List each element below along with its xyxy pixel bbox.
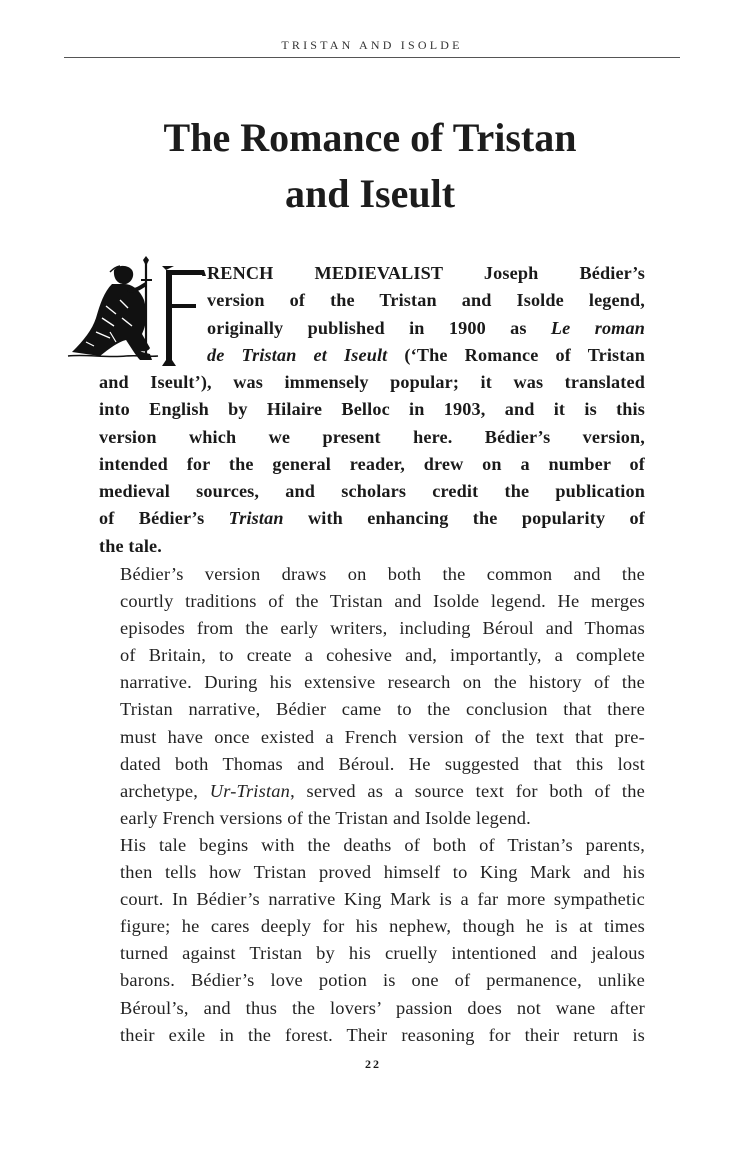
lede-line: medieval sources, and scholars credit the publication — [99, 481, 645, 502]
lede-text: with enhancing the popularity of — [283, 508, 645, 529]
body-line: His tale begins with the deaths of both of Tristan’s parents, — [120, 835, 645, 855]
body-line: Bédier’s version draws on both the common and the — [120, 564, 645, 584]
lede-italic-title: Le roman — [550, 317, 645, 338]
lede-italic-title: Tristan — [228, 508, 284, 529]
body-italic: Ur-Tristan — [209, 780, 291, 801]
title-line-2: and Iseult — [284, 171, 456, 216]
body-line: figure; he cares deeply for his nephew, though he is at times — [120, 916, 645, 937]
dropcap-letter — [162, 266, 206, 366]
lede-text: (‘The Romance of Tristan — [387, 344, 645, 365]
body-line: their exile in the forest. Their reasoning for their return is — [120, 1024, 645, 1045]
dropcap — [66, 256, 206, 368]
lede-italic-title: de Tristan et Iseult — [207, 344, 388, 365]
lede-paragraph-narrow — [207, 260, 645, 369]
header-rule — [64, 57, 680, 58]
running-head: TRISTAN AND ISOLDE — [281, 38, 463, 52]
lede-line — [99, 505, 645, 532]
lede-line — [207, 342, 645, 369]
body-line: turned against Tristan by his cruelly intentioned and jealous — [120, 943, 645, 964]
lede-text: of Bédier’s — [99, 508, 229, 529]
body-paragraph-2 — [99, 561, 645, 832]
lede-line: and Iseult’), was immensely popular; it was translated — [99, 372, 645, 392]
chapter-title — [60, 110, 680, 222]
body-line: must have once existed a French version of the text that pre- — [120, 726, 645, 747]
body-text: archetype, — [120, 780, 210, 801]
body-line: early French versions of the Tristan and Isolde legend. — [120, 807, 531, 828]
lede-line: RENCH MEDIEVALIST Joseph Bédier’s — [207, 263, 645, 283]
body-line: then tells how Tristan proved himself to King Mark and his — [120, 862, 645, 883]
body-line: Tristan narrative, Bédier came to the conclusion that there — [120, 699, 645, 720]
body-paragraph-3 — [99, 832, 645, 1049]
body-line: episodes from the early writers, including Béroul and Thomas — [120, 618, 645, 639]
lede-line: into English by Hilaire Belloc in 1903, and it is this — [99, 399, 645, 420]
lede-line — [207, 315, 645, 342]
page-number: 22 — [365, 1057, 381, 1071]
body-line: of Britain, to create a cohesive and, importantly, a complete — [120, 645, 645, 666]
lede-text: originally published in 1900 as — [207, 317, 551, 338]
body-line — [99, 778, 645, 805]
body-text: , served as a source text for both of the — [290, 780, 645, 801]
body-line: courtly traditions of the Tristan and Isolde legend. He merges — [120, 591, 645, 612]
body-line: court. In Bédier’s narrative King Mark is a far more sympathetic — [120, 889, 645, 910]
body-line: barons. Bédier’s love potion is one of permanence, unlike — [120, 970, 645, 991]
body-line: dated both Thomas and Béroul. He suggested that this lost — [120, 753, 645, 774]
lede-line: the tale. — [99, 535, 162, 556]
body-line: Béroul’s, and thus the lovers’ passion does not wane after — [120, 997, 645, 1018]
lede-line: intended for the general reader, drew on a number of — [99, 453, 645, 474]
lede-line: version which we present here. Bédier’s version, — [99, 426, 645, 447]
lede-line: version of the Tristan and Isolde legend, — [207, 290, 645, 311]
kneeling-knight-icon — [68, 256, 158, 360]
body-line: narrative. During his extensive research on the history of the — [120, 672, 645, 693]
lede-paragraph-wide — [99, 369, 645, 560]
title-line-1: The Romance of Tristan — [163, 115, 577, 160]
